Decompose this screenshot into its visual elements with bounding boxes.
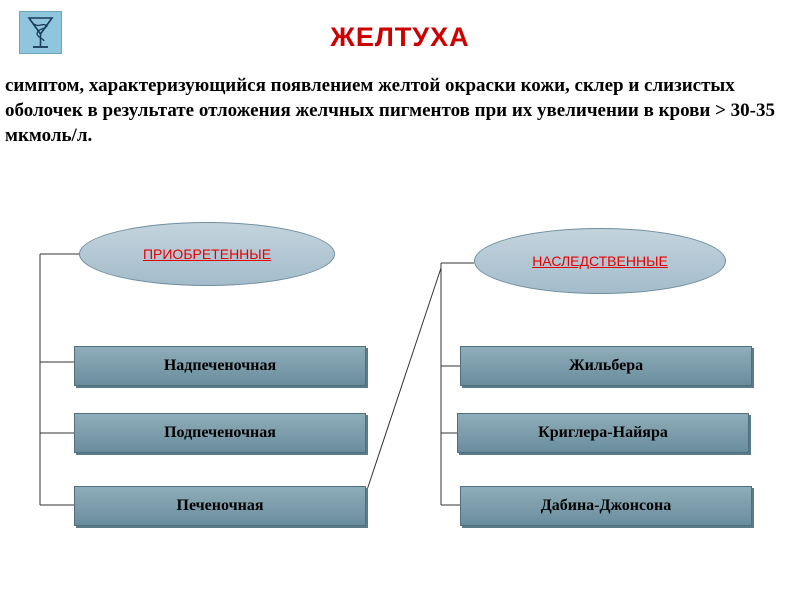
hereditary-category-label: НАСЛЕДСТВЕННЫЕ bbox=[532, 253, 668, 269]
acquired-item-posthepatic: Подпеченочная bbox=[74, 413, 366, 453]
page-title: ЖЕЛТУХА bbox=[330, 22, 470, 52]
acquired-item-prehepatic: Надпеченочная bbox=[74, 346, 366, 386]
hereditary-item-gilbert: Жильбера bbox=[460, 346, 752, 386]
hereditary-item-crigler-najjar: Криглера-Найяра bbox=[457, 413, 749, 453]
acquired-item-hepatic: Печеночная bbox=[74, 486, 366, 526]
acquired-category-label: ПРИОБРЕТЕННЫЕ bbox=[142, 246, 272, 262]
definition-text: симптом, характеризующийся появлением желтой окраски кожи, склер и слизистых оболочек в результате отложения желчных пигментов при их увеличении в крови > 30-35 мкмоль/л. bbox=[5, 75, 775, 146]
hereditary-item-dubin-johnson: Дабина-Джонсона bbox=[460, 486, 752, 526]
acquired-category-oval bbox=[79, 222, 335, 286]
hereditary-category-oval bbox=[474, 228, 726, 294]
